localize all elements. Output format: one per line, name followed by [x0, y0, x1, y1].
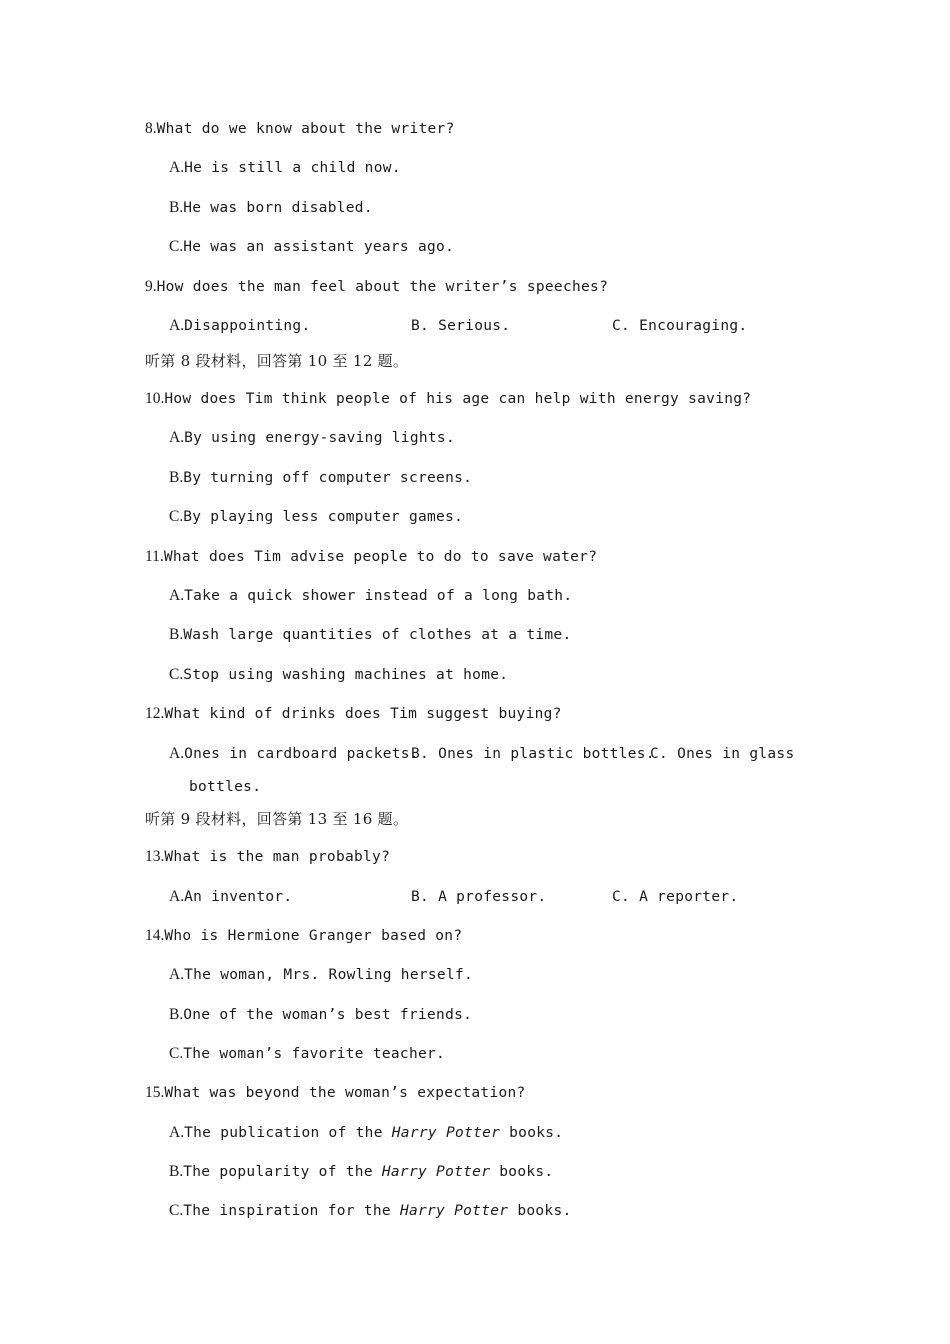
- option-8c: [169, 237, 454, 257]
- option-text: The woman, Mrs. Rowling herself.: [184, 967, 474, 983]
- question-text: What is the man probably?: [164, 849, 391, 865]
- option-14b: [169, 1005, 472, 1025]
- option-13c: C. A reporter.: [612, 889, 739, 905]
- option-text-end: books.: [500, 1125, 564, 1141]
- question-9: [145, 277, 608, 297]
- option-11a: [169, 586, 572, 606]
- option-label: B.: [169, 1163, 184, 1180]
- option-text: The inspiration for the: [183, 1203, 400, 1219]
- option-9c: C. Encouraging.: [612, 318, 748, 334]
- question-11: [145, 547, 597, 567]
- option-8b: [169, 198, 373, 218]
- option-text: An inventor.: [184, 889, 293, 905]
- option-9a: [169, 316, 311, 336]
- option-9b: B. Serious.: [411, 318, 511, 334]
- option-label: A.: [169, 317, 185, 334]
- option-text: By turning off computer screens.: [183, 470, 473, 486]
- option-15a: [169, 1123, 563, 1143]
- question-text: How does the man feel about the writer’s speeches?: [156, 279, 609, 295]
- question-12: [145, 704, 562, 724]
- option-label: C.: [169, 238, 184, 255]
- option-label: A.: [169, 745, 185, 762]
- option-10a: [169, 428, 455, 448]
- option-label: B.: [169, 626, 184, 643]
- option-text: Disappointing.: [184, 318, 311, 334]
- question-8: [145, 119, 455, 139]
- option-text: Ones in cardboard packets.: [184, 746, 419, 762]
- section-heading-8: 听第 8 段材料，回答第 10 至 12 题。: [145, 352, 409, 370]
- option-label: C.: [169, 666, 184, 683]
- book-title: Harry Potter: [391, 1125, 501, 1141]
- option-12b: B. Ones in plastic bottles.: [411, 746, 655, 762]
- option-13b: B. A professor.: [411, 889, 547, 905]
- option-text: By using energy-saving lights.: [184, 430, 455, 446]
- option-10c: [169, 507, 463, 527]
- option-label: C.: [169, 1045, 184, 1062]
- option-label: B.: [169, 199, 184, 216]
- question-number: 9.: [145, 278, 157, 295]
- question-number: 11.: [145, 548, 164, 565]
- question-text: What does Tim advise people to do to save water?: [163, 549, 598, 565]
- option-14a: [169, 965, 473, 985]
- option-label: A.: [169, 159, 185, 176]
- option-8a: [169, 158, 401, 178]
- question-text: Who is Hermione Granger based on?: [164, 928, 463, 944]
- option-text: He was an assistant years ago.: [183, 239, 455, 255]
- option-15b: [169, 1162, 553, 1182]
- question-number: 10.: [145, 390, 165, 407]
- question-text: What kind of drinks does Tim suggest buying?: [164, 706, 562, 722]
- question-number: 14.: [145, 927, 165, 944]
- question-text: What do we know about the writer?: [156, 121, 455, 137]
- option-label: A.: [169, 587, 185, 604]
- option-text: The popularity of the: [183, 1164, 382, 1180]
- option-label: C.: [169, 1202, 184, 1219]
- option-12c-continued: bottles.: [189, 779, 262, 795]
- option-text: Wash large quantities of clothes at a time.: [183, 627, 572, 643]
- question-number: 12.: [145, 705, 165, 722]
- option-label: A.: [169, 1124, 185, 1141]
- option-text: Stop using washing machines at home.: [183, 667, 509, 683]
- option-12c: C. Ones in glass: [650, 746, 795, 762]
- question-number: 8.: [145, 120, 157, 137]
- question-14: [145, 926, 462, 946]
- question-text: How does Tim think people of his age can help with energy saving?: [164, 391, 752, 407]
- option-11b: [169, 625, 572, 645]
- option-text-end: books.: [490, 1164, 554, 1180]
- option-10b: [169, 468, 472, 488]
- option-11c: [169, 665, 508, 685]
- option-text: Take a quick shower instead of a long bath.: [184, 588, 573, 604]
- question-10: [145, 389, 751, 409]
- book-title: Harry Potter: [399, 1203, 509, 1219]
- option-text: One of the woman’s best friends.: [183, 1007, 473, 1023]
- option-text-end: books.: [508, 1203, 572, 1219]
- option-text: He was born disabled.: [183, 200, 373, 216]
- question-13: [145, 847, 390, 867]
- question-15: [145, 1083, 526, 1103]
- option-label: A.: [169, 966, 185, 983]
- option-text: The woman’s favorite teacher.: [183, 1046, 446, 1062]
- question-number: 15.: [145, 1084, 165, 1101]
- option-text: He is still a child now.: [184, 160, 401, 176]
- option-label: C.: [169, 508, 184, 525]
- option-label: B.: [169, 1006, 184, 1023]
- option-text: By playing less computer games.: [183, 509, 464, 525]
- option-14c: [169, 1044, 445, 1064]
- option-12a: [169, 744, 419, 764]
- option-label: B.: [169, 469, 184, 486]
- option-label: A.: [169, 888, 185, 905]
- option-label: A.: [169, 429, 185, 446]
- option-13a: [169, 887, 292, 907]
- question-number: 13.: [145, 848, 165, 865]
- option-text: The publication of the: [184, 1125, 392, 1141]
- question-text: What was beyond the woman’s expectation?: [164, 1085, 526, 1101]
- section-heading-9: 听第 9 段材料，回答第 13 至 16 题。: [145, 810, 409, 828]
- option-15c: [169, 1201, 572, 1221]
- book-title: Harry Potter: [381, 1164, 491, 1180]
